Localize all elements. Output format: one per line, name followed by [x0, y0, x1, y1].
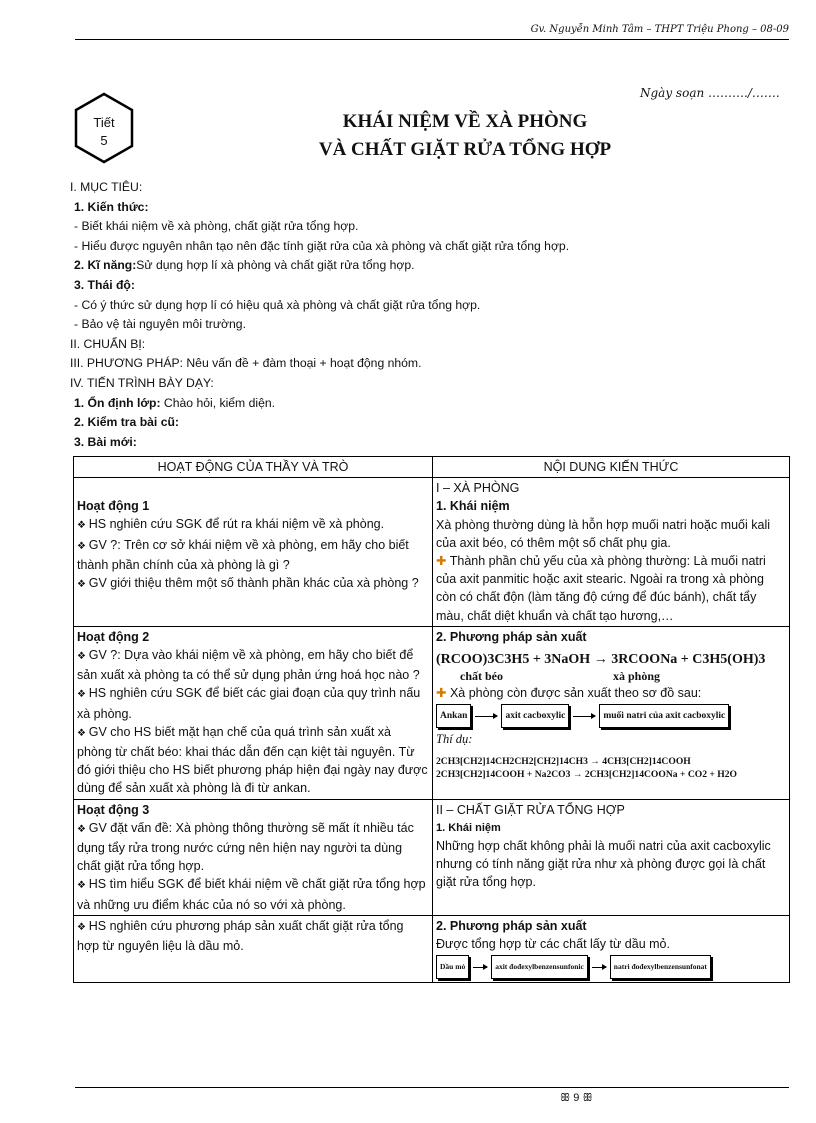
scheme-box-acid: axit cacboxylic	[501, 704, 569, 728]
page-number: ꕥ 9 ꕥ	[560, 1092, 593, 1104]
section-heading: I – XÀ PHÒNG	[436, 481, 520, 496]
content-cell	[433, 799, 790, 915]
diamond-bullet-icon: ❖	[77, 921, 89, 933]
table-header-row	[74, 457, 790, 478]
activity-step: GV đặt vấn đề: Xà phòng thông thường sẽ mất ít nhiều tác dụng tẩy rửa trong nước cứng nên hiện nay người ta dùng chất giặt rửa tổng hợp.	[77, 820, 414, 874]
old-lesson-heading: 2. Kiểm tra bài cũ:	[74, 415, 179, 430]
activity-heading: Hoạt động 2	[77, 629, 150, 644]
diamond-bullet-icon: ❖	[77, 540, 89, 552]
section-heading: II – CHẤT GIẶT RỬA TỔNG HỢP	[436, 802, 625, 817]
content-cell	[433, 626, 790, 799]
section-objectives: I. MỤC TIÊU:	[70, 180, 143, 194]
arrow-right-icon	[592, 967, 606, 968]
saponification-equation: (RCOO)3C3H5 + 3NaOH → 3RCOONa + C3H5(OH)3	[436, 652, 766, 668]
activity-step: HS tìm hiểu SGK để biết khái niệm về chất giặt rửa tổng hợp và những ưu điểm khác của nó so với xà phòng.	[77, 877, 426, 912]
activity-step: GV giới thiệu thêm một số thành phần khác của xà phòng ?	[88, 576, 419, 591]
content-cell	[433, 915, 790, 983]
section-preparation: II. CHUẨN BỊ:	[70, 336, 146, 351]
diamond-bullet-icon: ❖	[77, 727, 89, 739]
activity-heading: Hoạt động 1	[77, 499, 150, 514]
activity-step: GV ?: Trên cơ sở khái niệm về xà phòng, em hãy cho biết thành phần chính của xà phòng là gì ?	[77, 537, 409, 572]
equation-label-fat: chất béo	[460, 669, 503, 684]
footer-rule	[75, 1087, 789, 1088]
diamond-bullet-icon: ❖	[77, 689, 89, 701]
table-row	[74, 478, 790, 627]
diamond-bullet-icon: ❖	[77, 880, 89, 892]
diamond-bullet-icon: ❖	[77, 579, 89, 591]
subsection-heading: 1. Khái niệm	[436, 499, 510, 514]
scheme-box-oil: Dầu mỏ	[436, 955, 469, 979]
page-title	[240, 108, 690, 164]
page-header: Gv. Nguyễn Minh Tâm – THPT Triệu Phong – 08-09	[75, 24, 789, 40]
attitude-item-1: - Có ý thức sử dụng hợp lí có hiệu quả xà phòng và chất giặt rửa tổng hợp.	[74, 297, 481, 312]
example-label: Thí dụ:	[436, 732, 473, 747]
stabilize-text: Chào hỏi, kiểm diện.	[163, 395, 276, 410]
stabilize-heading: 1. Ổn định lớp:	[74, 395, 161, 410]
arrow-right-icon	[473, 967, 487, 968]
hand-pointer-icon: ✚	[436, 686, 450, 701]
scheme-box-sulfonate: natri đođexylbenzensunfonat	[610, 955, 711, 979]
knowledge-heading: 1. Kiến thức:	[74, 199, 149, 214]
method-text: Nêu vấn đề + đàm thoại + hoạt động nhóm.	[186, 356, 422, 371]
activity-cell	[74, 626, 433, 799]
skills-text: Sử dụng hợp lí xà phòng và chất giặt rửa tổng hợp.	[136, 258, 415, 273]
column-header-activities: HOẠT ĐỘNG CỦA THẦY VÀ TRÒ	[74, 457, 433, 478]
activity-cell	[74, 915, 433, 983]
activities-table	[73, 456, 790, 983]
subsection-heading: 1. Khái niệm	[436, 821, 501, 834]
scheme-box-salt: muối natri của axit cacboxylic	[599, 704, 729, 728]
diamond-bullet-icon: ❖	[77, 520, 89, 532]
lesson-badge	[74, 114, 134, 150]
knowledge-item-2: - Hiểu được nguyên nhân tạo nên đặc tính giặt rửa của xà phòng và chất giặt rửa tổng hợp.	[74, 238, 570, 253]
title-line-1: KHÁI NIỆM VỀ XÀ PHÒNG	[342, 111, 588, 132]
method-heading: III. PHƯƠNG PHÁP:	[70, 356, 183, 371]
content-paragraph: Xà phòng thường dùng là hỗn hợp muối natri hoặc muối kali của axit béo, có thêm một số chất phụ gia.	[436, 517, 771, 550]
detergent-scheme	[436, 955, 786, 979]
activity-step: HS nghiên cứu SGK để rút ra khái niệm về xà phòng.	[88, 517, 385, 532]
activity-heading: Hoạt động 3	[77, 802, 150, 817]
new-lesson-heading: 3. Bài mới:	[74, 434, 137, 449]
content-paragraph: Xà phòng còn được sản xuất theo sơ đồ sau:	[449, 686, 702, 701]
lesson-label: Tiết	[93, 115, 115, 130]
example-equation-1: 2CH3[CH2]14CH2CH2[CH2]14CH3 → 4CH3[CH2]14COOH	[436, 755, 691, 767]
content-paragraph: Thành phần chủ yếu của xà phòng thường: Là muối natri của axit panmitic hoặc axit stearic. Ngoài ra trong xà phòng còn có chất độn (làm tăng độ cứng để đúc bánh), chất tẩy màu, chất diệt khuẩn và chất tạo hương,…	[436, 554, 766, 623]
activity-cell	[74, 478, 433, 627]
content-cell	[433, 478, 790, 627]
hand-pointer-icon: ✚	[436, 554, 450, 569]
arrow-right-icon	[475, 716, 497, 717]
activity-step: HS nghiên cứu SGK để biết các giai đoạn của quy trình nấu xà phòng.	[77, 686, 421, 721]
attitude-heading: 3. Thái độ:	[74, 277, 135, 292]
subsection-heading: 2. Phương pháp sản xuất	[436, 918, 587, 933]
scheme-box-sulfonic-acid: axit đođexylbenzensunfonic	[491, 955, 588, 979]
table-row	[74, 626, 790, 799]
content-paragraph: Được tổng hợp từ các chất lấy từ dầu mỏ.	[436, 937, 670, 952]
activity-step: HS nghiên cứu phương pháp sản xuất chất giặt rửa tổng hợp từ nguyên liệu là dầu mỏ.	[77, 918, 404, 954]
activity-step: GV ?: Dựa vào khái niệm về xà phòng, em hãy cho biết để sản xuất xà phòng ta có thể sử dụng phản ứng hoá học nào ?	[77, 648, 420, 683]
content-paragraph: Những hợp chất không phải là muối natri của axit cacboxylic nhưng có tính năng giặt rửa như xà phòng được gọi là chất giặt rửa tổng hợp.	[436, 839, 771, 890]
section-procedure: IV. TIẾN TRÌNH BÀY DẠY:	[70, 375, 214, 390]
activity-cell	[74, 799, 433, 915]
lesson-number: 5	[100, 133, 108, 148]
attitude-item-2: - Bảo vệ tài nguyên môi trường.	[74, 317, 246, 332]
diamond-bullet-icon: ❖	[77, 651, 89, 663]
scheme-box-ankan: Ankan	[436, 704, 471, 728]
example-equation-2: 2CH3[CH2]14COOH + Na2CO3 → 2CH3[CH2]14COONa + CO2 + H2O	[436, 768, 738, 780]
equation-labels	[436, 668, 786, 684]
table-row	[74, 799, 790, 915]
table-row	[74, 915, 790, 983]
production-scheme	[436, 704, 786, 728]
equation-label-soap: xà phòng	[613, 669, 661, 684]
knowledge-item-1: - Biết khái niệm về xà phòng, chất giặt rửa tổng hợp.	[74, 219, 359, 234]
lesson-outline	[70, 178, 790, 452]
subsection-heading: 2. Phương pháp sản xuất	[436, 629, 587, 644]
arrow-right-icon	[573, 716, 595, 717]
skills-heading: 2. Kĩ năng:	[74, 258, 137, 273]
column-header-content: NỘI DUNG KIẾN THỨC	[433, 457, 790, 478]
date-line: Ngày soạn ………./…….	[640, 86, 780, 100]
title-line-2: VÀ CHẤT GIẶT RỬA TỔNG HỢP	[318, 139, 612, 160]
activity-step: GV cho HS biết mặt hạn chế của quá trình sản xuất xà phòng từ chất béo: khai thác dẫn đến cạn kiệt tài nguyên. Từ đó giới thiệu cho HS biết phương pháp hiện đại ngày nay được dùng để sản xuất xà phòng là đi từ ankan.	[77, 724, 428, 796]
diamond-bullet-icon: ❖	[77, 823, 89, 835]
